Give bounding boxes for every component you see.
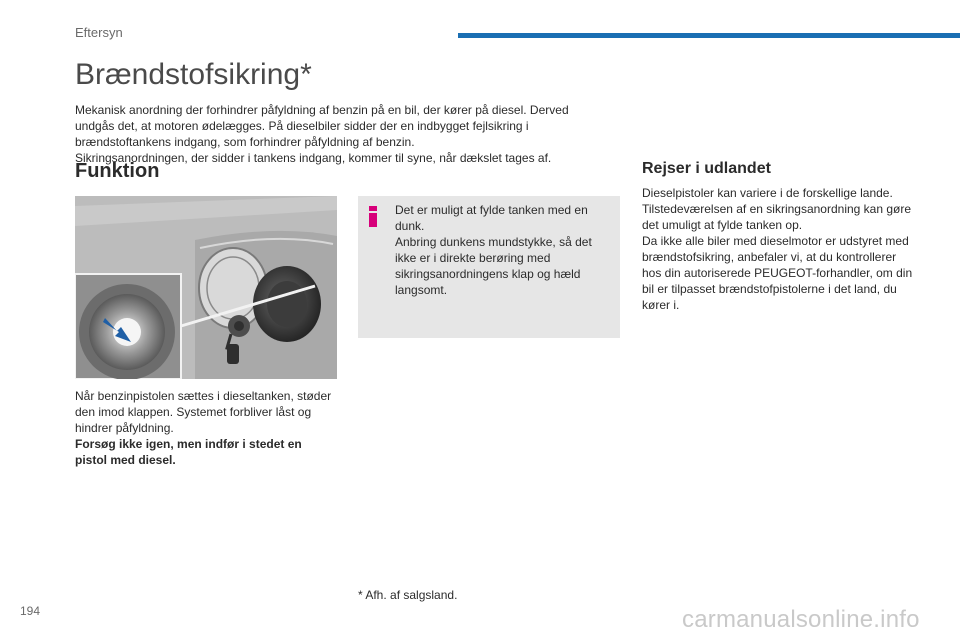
info-box	[358, 196, 620, 338]
rejser-body	[642, 185, 917, 313]
funktion-paragraph: Når benzinpistolen sættes i dieseltanken, støder den imod klappen. Systemet forbliver låst og hindrer påfyldning.	[75, 389, 332, 435]
info-text	[395, 202, 605, 298]
fuel-filler-illustration	[75, 196, 337, 379]
info-line-2: Anbring dunkens mundstykke, så det ikke er i direkte berøring med sikringsanordningens klap og hæld langsomt.	[395, 235, 592, 297]
rejser-line-3: Da ikke alle biler med dieselmotor er udstyret med brændstofsikring, anbefaler vi, at du kontrollerer hos din autoriserede PEUGEOT-forhandler, om din bil er tilpasset brændstofpistolerne i det land, du kører i.	[642, 234, 913, 312]
intro-paragraph-1: Mekanisk anordning der forhindrer påfyldning af benzin på en bil, der kører på diesel. Derved undgås det, at motoren ødelægges. På dieselbiler sidder der en indbygget fejlsikring i brændstoftankens indgang, som forhindrer påfyldning af benzin.	[75, 103, 569, 149]
page-title: Brændstofsikring*	[75, 58, 312, 91]
intro-text	[75, 102, 605, 166]
footnote: * Afh. af salgsland.	[358, 588, 458, 602]
rejser-line-2: Tilstedeværelsen af en sikringsanordning kan gøre det umuligt at fylde tanken op.	[642, 202, 912, 232]
rejser-line-1: Dieselpistoler kan variere i de forskellige lande.	[642, 186, 893, 200]
section-label: Eftersyn	[75, 25, 123, 40]
funktion-heading: Funktion	[75, 160, 160, 182]
info-icon	[369, 206, 377, 227]
funktion-warning: Forsøg ikke igen, men indfør i stedet en pistol med diesel.	[75, 437, 302, 467]
intro-paragraph-2: Sikringsanordningen, der sidder i tankens indgang, kommer til syne, når dækslet tages af.	[75, 151, 552, 165]
funktion-body	[75, 388, 337, 468]
rejser-heading: Rejser i udlandet	[642, 160, 771, 177]
info-line-1: Det er muligt at fylde tanken med en dunk.	[395, 203, 588, 233]
page-number: 194	[20, 604, 41, 618]
watermark: carmanualsonline.info	[682, 606, 920, 633]
header-accent-bar	[458, 33, 960, 38]
